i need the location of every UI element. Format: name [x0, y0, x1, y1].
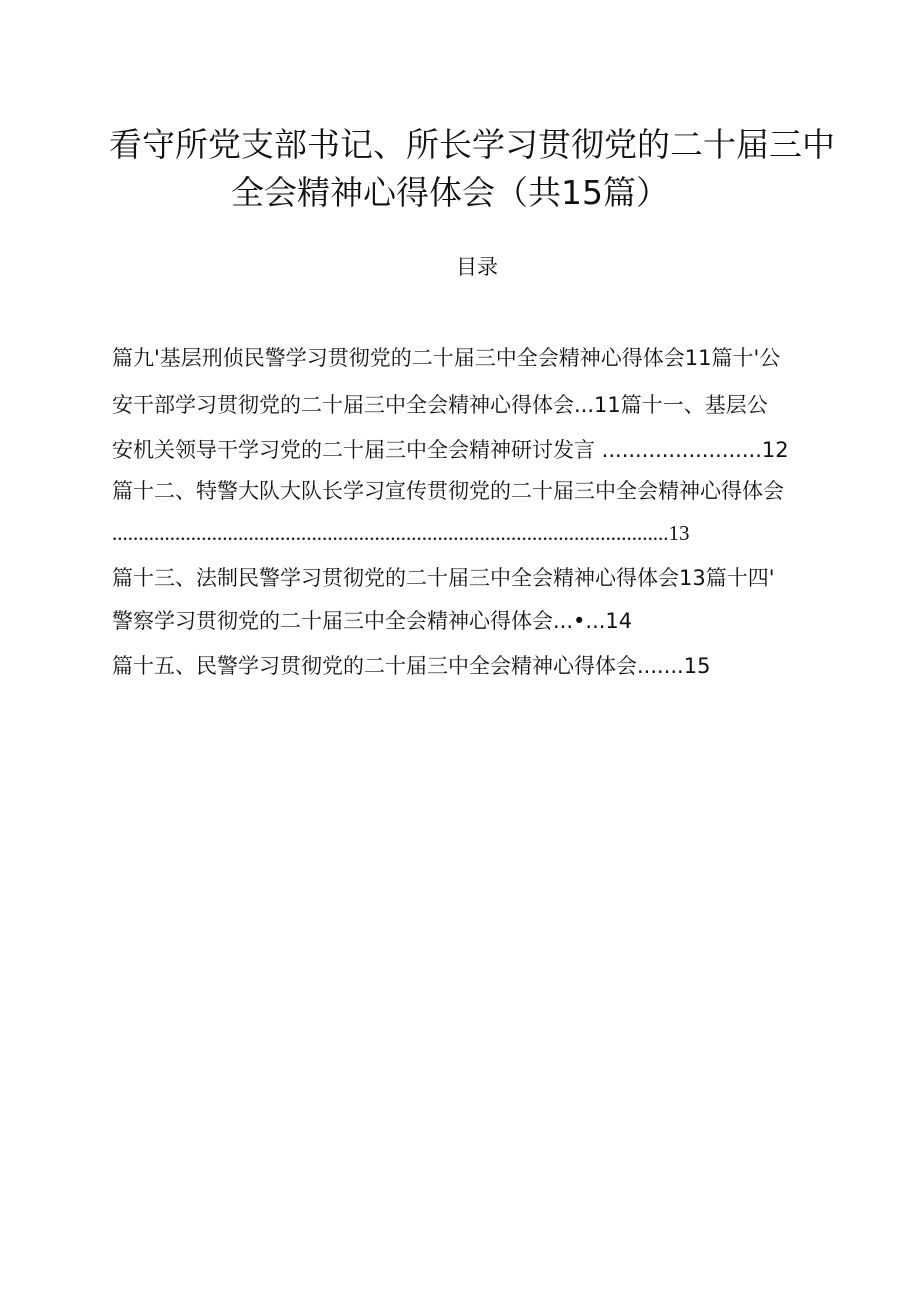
toc-heading: 目录 — [456, 255, 498, 279]
toc-line: ..........................................................................................................13 — [112, 521, 690, 545]
toc-line: 篇十三、法制民警学习贯彻党的二十届三中全会精神心得体会13篇十四' — [112, 566, 775, 590]
toc-line: 篇十五、民警学习贯彻党的二十届三中全会精神心得体会.......15 — [112, 654, 711, 678]
toc-line: 安机关领导干学习党的二十届三中全会精神研讨发言 ........................12 — [112, 438, 789, 462]
toc-line: 安干部学习贯彻党的二十届三中全会精神心得体会...11篇十一、基层公 — [112, 393, 768, 417]
document-title-line-2: 全会精神心得体会（共15篇） — [231, 173, 669, 212]
toc-line: 篇十二、特警大队大队长学习宣传贯彻党的二十届三中全会精神心得体会 — [112, 479, 784, 503]
document-title-line-1: 看守所党支部书记、所长学习贯彻党的二十届三中 — [109, 125, 835, 164]
toc-line: 警察学习贯彻党的二十届三中全会精神心得体会...•...14 — [112, 609, 633, 633]
toc-line: 篇九'基层刑侦民警学习贯彻党的二十届三中全会精神心得体会11篇十'公 — [112, 346, 781, 370]
